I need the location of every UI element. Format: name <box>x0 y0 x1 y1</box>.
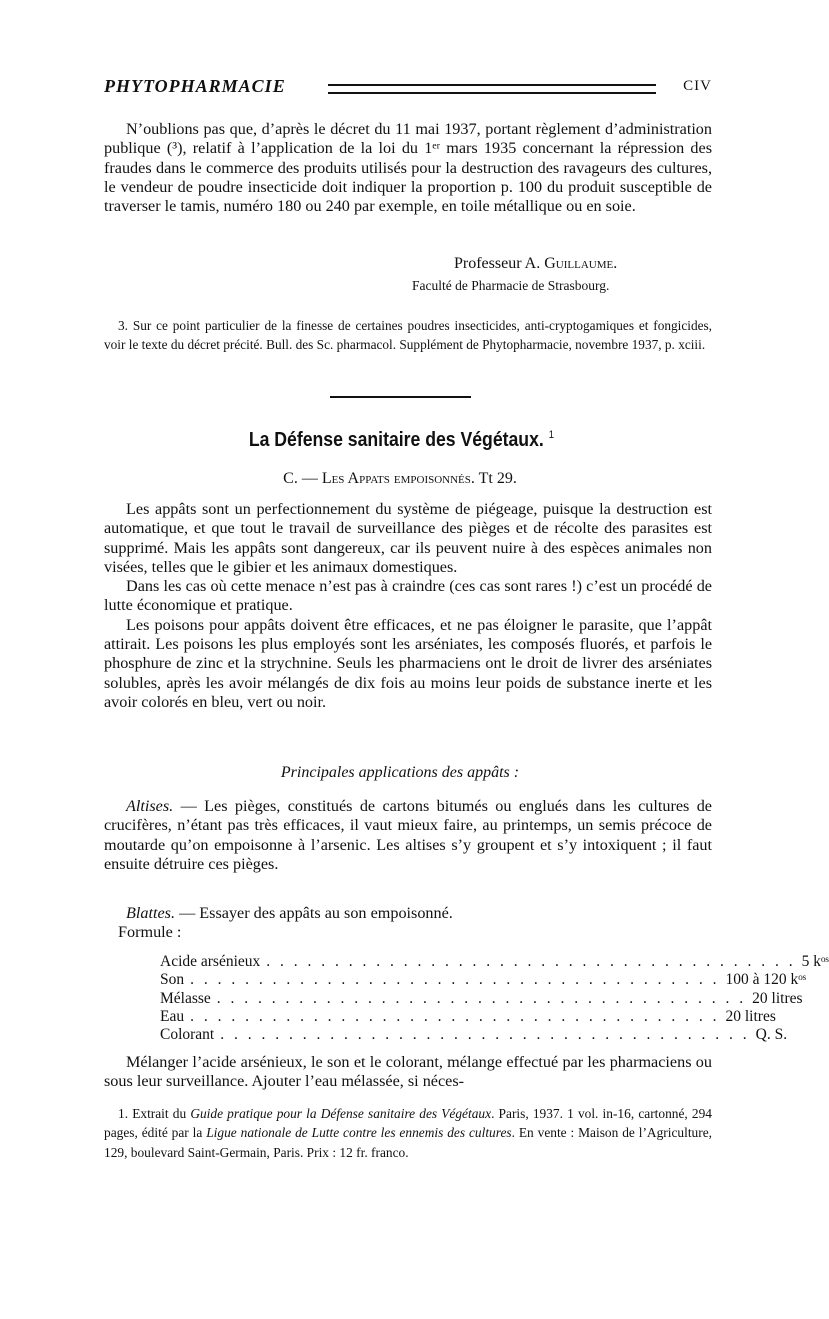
page-number: CIV <box>683 78 712 94</box>
section-prefix: C. — <box>283 470 322 487</box>
article-title <box>57 428 745 452</box>
section-suffix: Tt 29. <box>474 470 517 487</box>
footnote-text-2: . Paris, 1937. 1 vol. in-16, cartonné, 294 pages, édité par la <box>104 1106 712 1141</box>
footnote-text-3: . En vente : Maison de l’Agriculture, 129, boulevard Saint-Germain, Paris. Prix : 12 fr. franco. <box>104 1125 712 1160</box>
author-prefix: Professeur A. <box>454 255 545 272</box>
intro-paragraph-block <box>104 120 712 216</box>
formula-quantity: Q. S. <box>755 1026 788 1044</box>
leader-dots: . . . . . . . . . . . . . . . . . . . . . . . . . . . . . . . . . . . . . . . <box>190 971 720 989</box>
running-title: PHYTOPHARMACIE <box>104 76 286 96</box>
body-paragraph-3: Les poisons pour appâts doivent être efficaces, et ne pas éloigner le parasite, que l’appât attirait. Les poisons les plus employés sont les arséniates, les composés fluorés, et parfois le phosphure de zinc et la strychnine. Seuls les pharmaciens ont le droit de livrer des arséniates solubles, après les avoir mélangés de dix fois au moins leur poids de substance inerte et les avoir colorés en bleu, vert ou noir. <box>104 615 712 711</box>
formule-label: Formule : <box>118 923 182 942</box>
formula-ingredient: Eau <box>160 1007 185 1025</box>
formula-ingredient: Mélasse <box>160 989 211 1007</box>
formula-ingredient: Colorant <box>160 1026 215 1044</box>
formula-ingredient: Acide arsénieux <box>160 953 261 970</box>
applications-heading: Principales applications des appâts : <box>280 764 520 781</box>
altises-block <box>104 797 712 874</box>
author-signature <box>454 255 617 273</box>
author-name: Guillaume. <box>544 255 618 272</box>
leader-dots: . . . . . . . . . . . . . . . . . . . . . . . . . . . . . . . . . . . . . . . <box>266 953 796 970</box>
article-title-note-ref: 1 <box>548 429 554 442</box>
closing-block <box>104 1053 712 1092</box>
formula-table <box>160 953 829 1044</box>
leader-dots: . . . . . . . . . . . . . . . . . . . . . . . . . . . . . . . . . . . . . . . <box>216 989 747 1007</box>
formula-row <box>160 971 807 989</box>
closing-paragraph: Mélanger l’acide arsénieux, le son et le colorant, mélange effectué par les pharmaciens ou sous leur surveillance. Ajouter l’eau mélassée, si néces- <box>104 1053 712 1091</box>
article-title-text: La Défense sanitaire des Végétaux. <box>248 428 544 451</box>
section-title: Les Appats empoisonnés. <box>321 470 475 487</box>
footnote-italic-1: Guide pratique pour la Défense sanitaire des Végétaux <box>190 1106 492 1121</box>
blattes-block <box>104 904 712 943</box>
formula-row <box>160 989 803 1008</box>
intro-footnote <box>104 316 712 355</box>
formula-row <box>160 1026 788 1044</box>
body-paragraph-2: Dans les cas où cette menace n’est pas à craindre (ces cas sont rares !) c’est un procédé de lutte économique et pratique. <box>104 577 712 615</box>
article-body <box>104 500 712 712</box>
running-header <box>104 76 712 100</box>
intro-footnote-text: 3. Sur ce point particulier de la finesse de certaines poudres insecticides, anti-cryptogamiques et fongicides, voir le texte du décret précité. Bull. des Sc. pharmacol. Supplément de Phytopharmacie, novembre 1937, p. xciii. <box>104 318 712 353</box>
altises-label: Altises. <box>126 797 174 815</box>
formula-quantity: 100 à 120 kᵒˢ <box>725 971 807 989</box>
footnote-italic-2: Ligue nationale de Lutte contre les ennemis des cultures <box>206 1125 512 1141</box>
footnote-text-1: 1. Extrait du <box>118 1106 191 1121</box>
header-double-rule <box>328 84 656 94</box>
blattes-label: Blattes. <box>126 904 176 922</box>
intro-paragraph: N’oublions pas que, d’après le décret du 11 mai 1937, portant règlement d’administration publique (³), relatif à l’application de la loi du 1ᵉʳ mars 1935 concernant la répression des fraudes dans le commerce des produits utilisés pour la destruction des ravageurs des cultures, le vendeur de poudre insecticide doit indiquer la proportion p. 100 du produit susceptible de traverser le tamis, numéro 180 ou 240 par exemple, en toile métallique ou en soie. <box>104 120 712 216</box>
formula-ingredient: Son <box>160 971 185 989</box>
leader-dots: . . . . . . . . . . . . . . . . . . . . . . . . . . . . . . . . . . . . . . . <box>220 1026 750 1044</box>
body-paragraph-1: Les appâts sont un perfectionnement du système de piégeage, puisque la destruction est automatique, et que tout le travail de surveillance des pièges et de récolte des parasites est supprimé. Mais les appâts sont dangereux, car ils peuvent nuire à des espèces animales non visées, telles que le gibier et les animaux domestiques. <box>104 500 712 576</box>
section-heading <box>0 470 800 488</box>
leader-dots: . . . . . . . . . . . . . . . . . . . . . . . . . . . . . . . . . . . . . . . <box>190 1007 720 1025</box>
blattes-text: — Essayer des appâts au son empoisonné. <box>175 904 453 922</box>
article-footnote <box>104 1104 712 1162</box>
formula-quantity: 20 litres <box>725 1007 776 1025</box>
author-affiliation: Faculté de Pharmacie de Strasbourg. <box>412 278 610 293</box>
formula-row <box>160 1007 776 1026</box>
formula-quantity: 20 litres <box>752 989 803 1007</box>
altises-text: — Les pièges, constitués de cartons bitumés ou englués dans les cultures de crucifères, n’étant pas très efficaces, il vaut mieux faire, au printemps, un semis précoce de moutarde qu’on empoisonne à l’arsenic. Les altises s’y groupent et s’y intoxiquent ; il faut ensuite détruire ces pièges. <box>104 797 712 873</box>
formula-quantity: 5 kᵒˢ <box>801 953 829 970</box>
section-separator <box>330 396 471 398</box>
formula-row <box>160 953 829 971</box>
